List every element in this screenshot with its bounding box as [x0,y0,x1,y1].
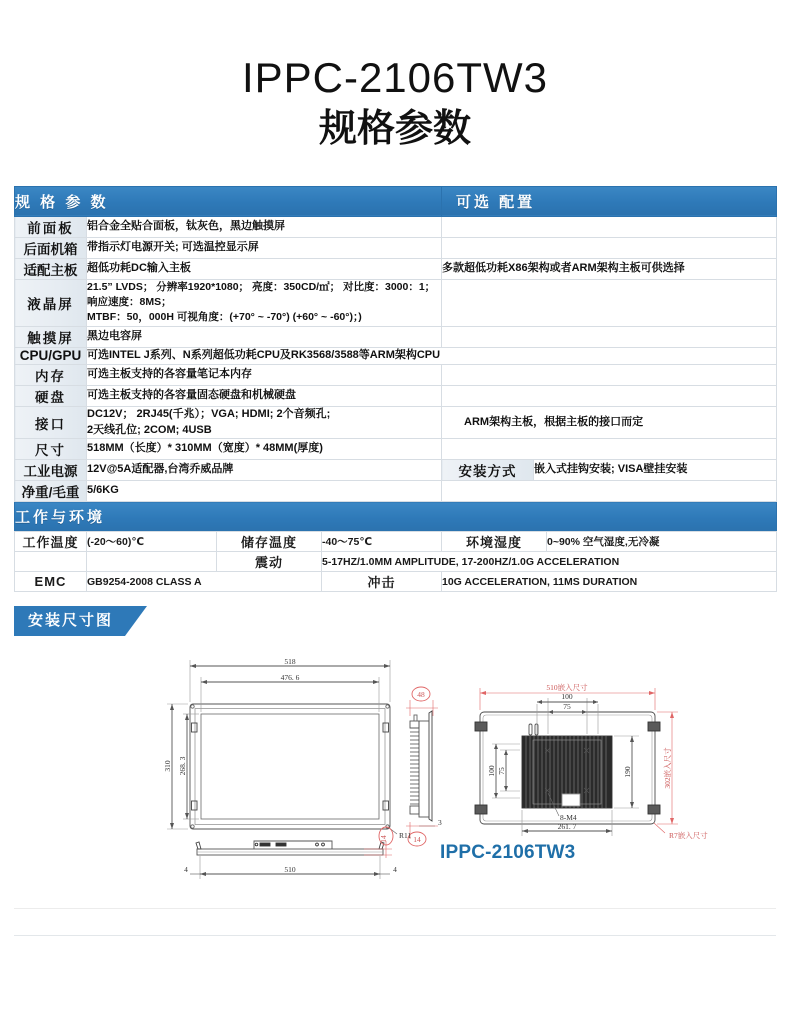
table-row [15,406,777,439]
dim-side-thickness: 48 [417,690,425,700]
env-label-operating-temp: 工作温度 [15,532,87,552]
row-option-dimensions [442,439,777,460]
row-value-front-panel: 铝合金全贴合面板，钛灰色，黑边触摸屏 [87,216,442,237]
row-value-lcd-line2: MTBF：50，000H 可视角度：(+70° ~ -70°) (+60° ~ -60°)；) [87,311,362,324]
env-label-vibration: 震动 [217,552,322,572]
dim-bottom-edge-right: 4 [393,865,397,875]
spec-header-right: 可选 配置 [442,186,777,216]
environment-table [14,531,777,592]
row-label-dimensions: 尺寸 [15,439,87,460]
drawing-area [14,636,776,936]
row-value-storage: 可选主板支持的各容量固态硬盘和机械硬盘 [87,385,442,406]
row-label-touch: 触摸屏 [15,326,87,347]
dim-vesa-v-100: 100 [487,765,496,778]
env-value-storage-temp: -40～75℃ [322,532,442,552]
dim-cut-height: 302嵌入尺寸 [663,747,672,790]
spec-table [14,186,777,532]
table-row [15,364,777,385]
row-value-cpu-gpu: 可选INTEL J系列、N系列超低功耗CPU及RK3568/3588等ARM架构CPU [87,347,777,364]
spec-table-header-row [15,186,777,216]
row-label-mainboard: 适配主板 [15,258,87,279]
env-value-humidity: 0~90% 空气湿度,无冷凝 [547,532,777,552]
row-label-storage: 硬盘 [15,385,87,406]
row-label-memory: 内存 [15,364,87,385]
env-label-storage-temp: 储存温度 [217,532,322,552]
table-row [15,552,777,572]
row-value-io-line2: 2天线孔位; 2COM; 4USB [87,423,212,436]
table-row [15,439,777,460]
dim-cut-radius: R7嵌入尺寸 [669,831,708,841]
table-row [15,279,777,326]
dim-side-small-1: 3 [438,818,442,828]
dim-bottom-edge-left: 4 [184,865,188,875]
row-label-rear-chassis: 后面机箱 [15,237,87,258]
table-row [15,532,777,552]
drawing-product-label: IPPC-2106TW3 [440,842,576,863]
dim-front-width-inner: 476. 6 [280,673,300,683]
row-label-cpu-gpu: CPU/GPU [15,347,87,364]
drawing-tab: 安装尺寸图 [14,606,125,636]
spec-table-wrap [14,186,776,592]
row-option-io: ARM架构主板，根据主板的接口而定 [442,406,777,439]
table-row [15,385,777,406]
row-option-memory [442,364,777,385]
row-option-front-panel [442,216,777,237]
spec-header-left: 规 格 参 数 [15,186,442,216]
page-title: IPPC-2106TW3 [241,54,549,101]
table-row [15,460,777,481]
dim-front-width-outer: 518 [284,657,296,667]
dim-rear-inner-height: 190 [623,766,632,779]
row-value-mainboard: 超低功耗DC输入主板 [87,258,442,279]
env-label-empty [15,552,87,572]
environment-header-row [15,502,777,532]
dim-screw-note: 8-M4 [560,813,577,823]
row-value-dimensions: 518MM（长度）* 310MM（宽度）* 48MM(厚度) [87,439,442,460]
dim-bottom-width: 510 [284,865,296,875]
env-value-empty [87,552,217,572]
row-option-storage [442,385,777,406]
row-label-power: 工业电源 [15,460,87,481]
row-option-lcd [442,279,777,326]
env-value-emc: GB9254-2008 CLASS A [87,572,322,592]
footer-divider [14,908,776,909]
table-row [15,326,777,347]
dim-front-height-inner: 268. 3 [178,757,187,776]
row-value-lcd-line1: 21.5” LVDS； 分辨率1920*1080； 亮度：350CD/㎡； 对比度：3000：1； 响应速度：8MS； [87,280,436,309]
dim-side-small-2: 14 [413,835,421,845]
row-label-lcd: 液晶屏 [15,279,87,326]
env-label-emc: EMC [15,572,87,592]
table-row [15,572,777,592]
table-row [15,237,777,258]
row-label-mounting: 安装方式 [442,460,534,481]
env-label-humidity: 环境湿度 [442,532,547,552]
row-value-touch: 黑边电容屏 [87,326,442,347]
dim-rear-inner-width: 261. 7 [557,822,577,832]
dim-vesa-h-100: 100 [561,692,573,702]
row-value-io-line1: DC12V； 2RJ45(千兆）；VGA; HDMI; 2个音频孔; [87,407,331,420]
table-row [15,216,777,237]
row-value-memory: 可选主板支持的各容量笔记本内存 [87,364,442,385]
row-option-touch [442,326,777,347]
dim-corner-radius: R11 [399,831,412,841]
dim-bottom-depth: 14 [379,835,388,844]
title-block [0,0,790,150]
row-value-io [87,406,442,439]
row-label-io: 接口 [15,406,87,439]
row-option-mainboard: 多款超低功耗X86架构或者ARM架构主板可供选择 [442,258,777,279]
env-value-operating-temp: (-20～60)℃ [87,532,217,552]
row-value-power: 12V@5A适配器,台湾乔威品牌 [87,460,442,481]
row-option-weight [442,481,777,502]
dim-cut-width: 510嵌入尺寸 [546,683,588,693]
env-label-shock: 冲击 [322,572,442,592]
row-label-weight: 净重/毛重 [15,481,87,502]
table-row [15,347,777,364]
environment-header: 工作与环境 [15,502,777,532]
row-value-rear-chassis: 带指示灯电源开关; 可选温控显示屏 [87,237,442,258]
env-value-vibration: 5-17HZ/1.0MM AMPLITUDE, 17-200HZ/1.0G ACCELERATION [322,552,777,572]
dim-vesa-h-75: 75 [563,702,571,712]
row-value-lcd [87,279,442,326]
table-row [15,481,777,502]
page-subtitle: 规格参数 [318,108,471,151]
env-value-shock: 10G ACCELERATION, 11MS DURATION [442,572,777,592]
dimension-drawing-svg [14,636,776,936]
dim-vesa-v-75: 75 [497,767,506,776]
dim-front-height-outer: 310 [163,760,172,773]
row-value-weight: 5/6KG [87,481,442,502]
row-label-front-panel: 前面板 [15,216,87,237]
drawing-tab-row [14,606,776,636]
row-value-mounting: 嵌入式挂钩安装; VISA壁挂安装 [534,460,777,481]
row-option-rear-chassis [442,237,777,258]
table-row [15,258,777,279]
